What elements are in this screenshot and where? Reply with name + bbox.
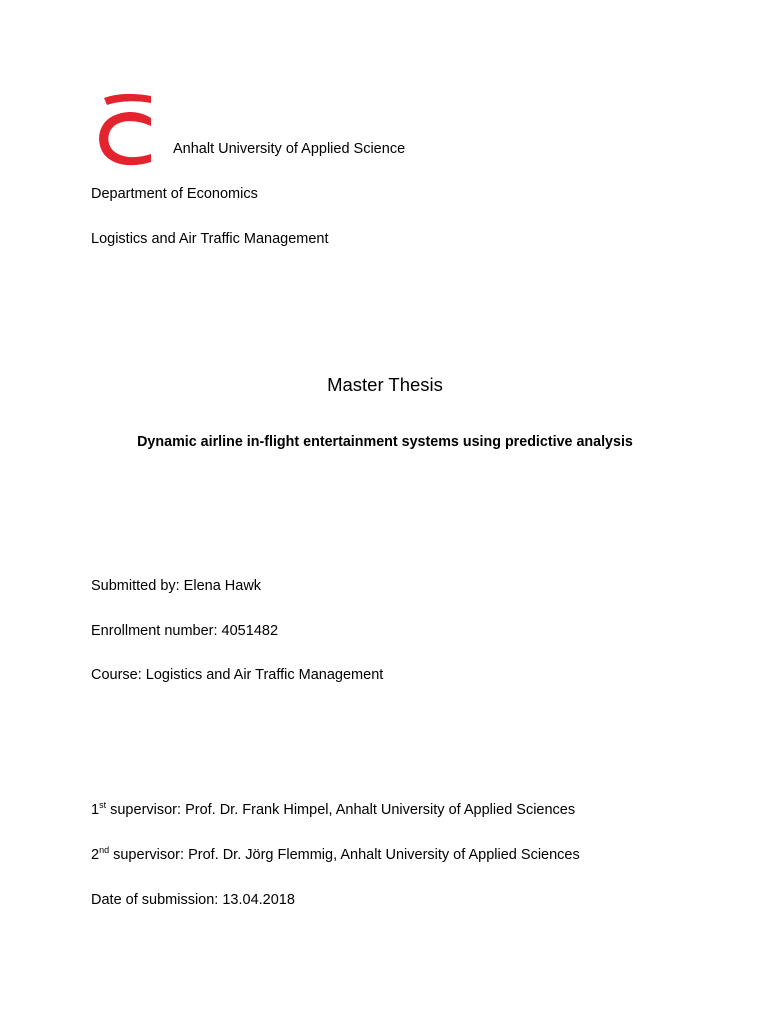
university-name: Anhalt University of Applied Science — [173, 141, 406, 157]
first-supervisor-text: supervisor: Prof. Dr. Frank Himpel, Anhalt University of Applied Sciences — [106, 802, 576, 818]
second-supervisor — [91, 846, 580, 865]
thesis-title: Dynamic airline in-flight entertainment systems using predictive analysis — [137, 434, 633, 450]
program-name: Logistics and Air Traffic Management — [91, 231, 329, 247]
second-supervisor-text: supervisor: Prof. Dr. Jörg Flemmig, Anhalt University of Applied Sciences — [109, 847, 580, 863]
first-supervisor-ordinal: 1 — [91, 802, 100, 818]
department-name: Department of Economics — [91, 186, 258, 202]
enrollment-number: Enrollment number: 4051482 — [91, 623, 279, 639]
course-name: Course: Logistics and Air Traffic Management — [91, 667, 384, 683]
submission-date: Date of submission: 13.04.2018 — [91, 892, 295, 908]
second-supervisor-ordinal: 2 — [91, 847, 100, 863]
first-supervisor — [91, 801, 575, 820]
second-supervisor-suffix: nd — [99, 845, 110, 855]
submitted-by: Submitted by: Elena Hawk — [91, 578, 262, 594]
first-supervisor-suffix: st — [99, 800, 107, 810]
university-logo-icon — [95, 94, 155, 170]
thesis-type: Master Thesis — [327, 374, 443, 395]
